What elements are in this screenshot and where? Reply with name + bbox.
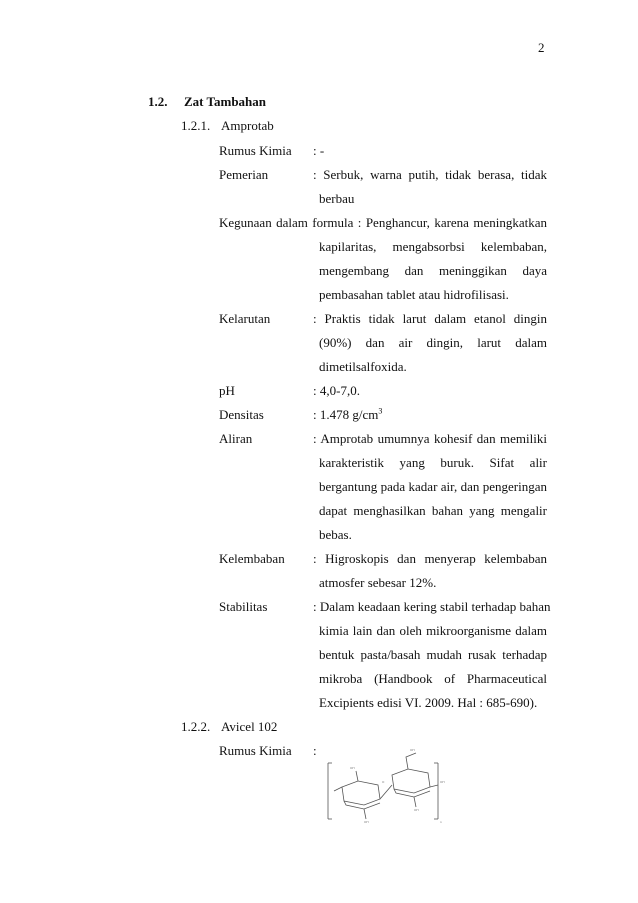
kelarutan-line: dimetilsalfoxida. [319,359,407,374]
subsection-number: 1.2.2. [181,719,211,734]
kegunaan-line: kapilaritas, mengabsorbsi kelembaban, [319,239,547,254]
avicel-rumus-kimia-value: : [313,743,317,758]
section-heading [148,94,266,111]
oh-label-1: OH [350,766,355,770]
aliran-label: Aliran [219,431,253,446]
ph-value: : 4,0-7,0. [313,383,360,398]
oh-label-4: OH [364,820,369,824]
rumus-kimia-value: : - [313,143,325,158]
ph-label: pH [219,383,235,398]
kelarutan-line: : Praktis tidak larut dalam etanol dingin [313,311,547,326]
aliran-line: bergantung pada kadar air, dan pengeringan [319,479,547,494]
pemerian-line: berbau [319,191,355,206]
kegunaan-label: Kegunaan dalam formula : Penghancur, karena meningkatkan [219,215,547,230]
rumus-kimia-label: Rumus Kimia [219,143,292,158]
kelembaban-label: Kelembaban [219,551,285,566]
stabilitas-line: : Dalam keadaan kering stabil terhadap bahan [313,599,551,614]
kelarutan-label: Kelarutan [219,311,271,326]
kelarutan-line: (90%) dan air dingin, larut dalam [319,335,547,350]
aliran-line: bebas. [319,527,352,542]
stabilitas-line: mikroba (Handbook of Pharmaceutical [319,671,547,686]
stabilitas-label: Stabilitas [219,599,268,614]
stabilitas-line: kimia lain dan oleh mikroorganisme dalam [319,623,547,638]
aliran-line: dapat menghasilkan bahan yang mengalir [319,503,547,518]
section-title: Zat Tambahan [184,94,267,109]
pemerian-line: : Serbuk, warna putih, tidak berasa, tidak [313,167,547,182]
avicel-rumus-kimia-label: Rumus Kimia [219,743,292,758]
subsection-number: 1.2.1. [181,118,211,133]
subsection-title: Amprotab [221,118,274,133]
kelembaban-line: : Higroskopis dan menyerap kelembaban [313,551,547,566]
densitas-text: : 1.478 g/cm [313,407,379,422]
pemerian-label: Pemerian [219,167,269,182]
subsection-avicel-heading [181,719,277,736]
subsection-amprotab [181,118,274,135]
densitas-value [313,407,382,424]
o-label: O [382,780,385,784]
oh-label-5: OH [414,808,419,812]
densitas-superscript: 3 [378,406,383,416]
subsection-title: Avicel 102 [221,719,278,734]
aliran-line: : Amprotab umumnya kohesif dan memiliki [313,431,547,446]
kelembaban-line: atmosfer sebesar 12%. [319,575,437,590]
cellulose-structure-diagram [320,735,456,827]
aliran-line: karakteristik yang buruk. Sifat alir [319,455,547,470]
kegunaan-line: pembasahan tablet atau hidrofilisasi. [319,287,509,302]
page-number: 2 [538,40,545,55]
stabilitas-line: bentuk pasta/basah mudah rusak terhadap [319,647,547,662]
oh-label-2: OH [410,748,415,752]
kegunaan-line: mengembang dan meninggikan daya [319,263,547,278]
densitas-label: Densitas [219,407,264,422]
section-number: 1.2. [148,94,168,109]
oh-label-3: OH [440,780,445,784]
stabilitas-line: Excipients edisi VI. 2009. Hal : 685-690). [319,695,538,710]
n-label: n [440,820,442,824]
